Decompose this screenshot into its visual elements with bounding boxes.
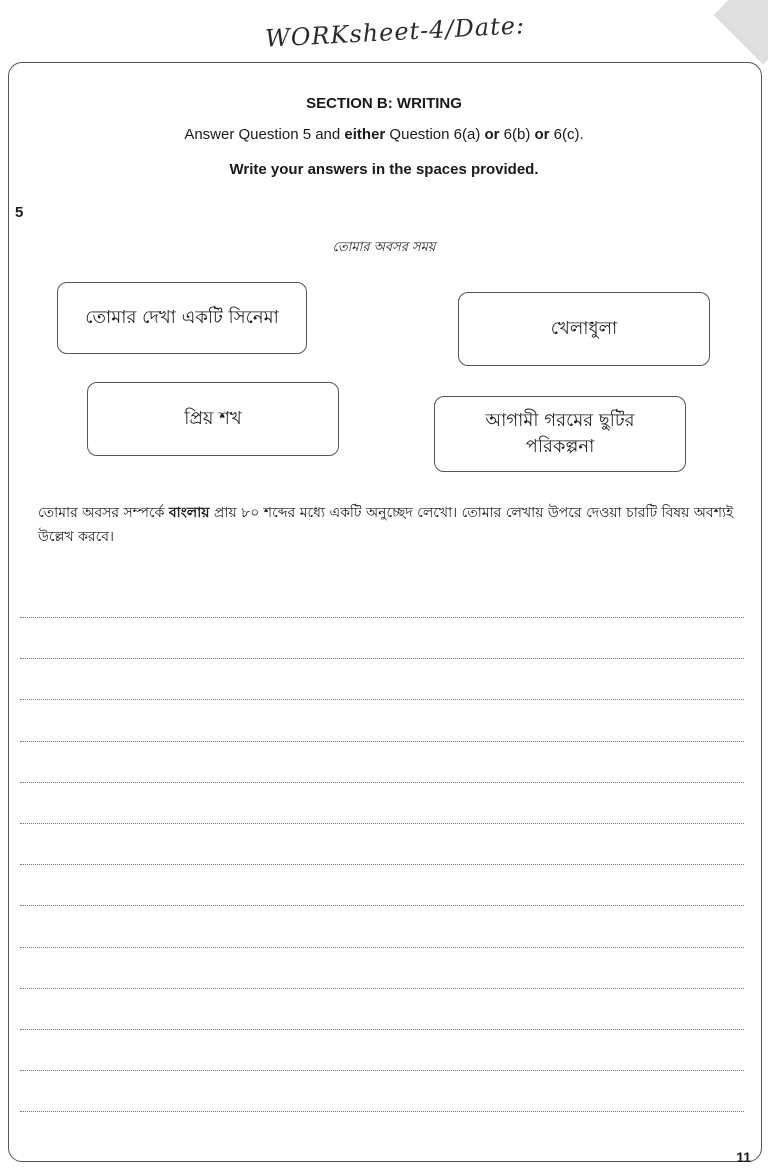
instruction-line-1 bbox=[0, 126, 768, 143]
topic-title: তোমার অবসর সময় bbox=[332, 240, 436, 255]
answer-line[interactable] bbox=[20, 947, 744, 948]
instr-or: or bbox=[484, 126, 500, 143]
instr-either: either bbox=[344, 126, 386, 143]
answer-line[interactable] bbox=[20, 905, 744, 906]
topic-box-sports bbox=[458, 292, 710, 366]
prompt-bold: বাংলায় bbox=[168, 505, 210, 521]
question-prompt bbox=[38, 501, 738, 549]
answer-line[interactable] bbox=[20, 617, 744, 618]
answer-line[interactable] bbox=[20, 741, 744, 742]
topic-box-hobby bbox=[87, 382, 339, 456]
instr-text: 6(b) bbox=[499, 126, 535, 143]
answer-line[interactable] bbox=[20, 1070, 744, 1071]
instr-or: or bbox=[534, 126, 550, 143]
prompt-text: প্রায় ৮০ শব্দের মধ্যে একটি অনুচ্ছেদ লেখো। তোমার লেখায় উপরে দেওয়া চারটি বিষয় অবশ্যই উল্লেখ করবে। bbox=[38, 505, 734, 545]
page-corner-fold bbox=[714, 0, 768, 64]
answer-line[interactable] bbox=[20, 823, 744, 824]
topic-box-label: প্রিয় শখ bbox=[184, 408, 242, 429]
instruction-line-2: Write your answers in the spaces provided. bbox=[229, 161, 539, 178]
topic-box-holiday-plan bbox=[434, 396, 686, 472]
prompt-text: তোমার অবসর সম্পর্কে bbox=[38, 505, 169, 521]
answer-line[interactable] bbox=[20, 1029, 744, 1030]
question-number: 5 bbox=[15, 204, 24, 221]
instr-text: Answer Question 5 and bbox=[184, 126, 345, 143]
answer-line[interactable] bbox=[20, 699, 744, 700]
answer-sheet-frame bbox=[8, 62, 762, 1165]
answer-line[interactable] bbox=[20, 782, 744, 783]
answer-line[interactable] bbox=[20, 658, 744, 659]
topic-box-label: আগামী গরমের ছুটির পরিকল্পনা bbox=[485, 410, 635, 457]
topic-box-film bbox=[57, 282, 307, 354]
section-title: SECTION B: WRITING bbox=[306, 95, 462, 112]
topic-box-label: খেলাধুলা bbox=[550, 318, 618, 339]
instr-text: Question 6(a) bbox=[385, 126, 485, 143]
instr-text: 6(c). bbox=[549, 126, 584, 143]
page-number: 11 bbox=[736, 1149, 751, 1165]
answer-line[interactable] bbox=[20, 1111, 744, 1112]
answer-line[interactable] bbox=[20, 864, 744, 865]
handwritten-header: WORKsheet-4/Date: bbox=[264, 11, 526, 53]
answer-line[interactable] bbox=[20, 988, 744, 989]
topic-box-label: তোমার দেখা একটি সিনেমা bbox=[85, 307, 279, 328]
